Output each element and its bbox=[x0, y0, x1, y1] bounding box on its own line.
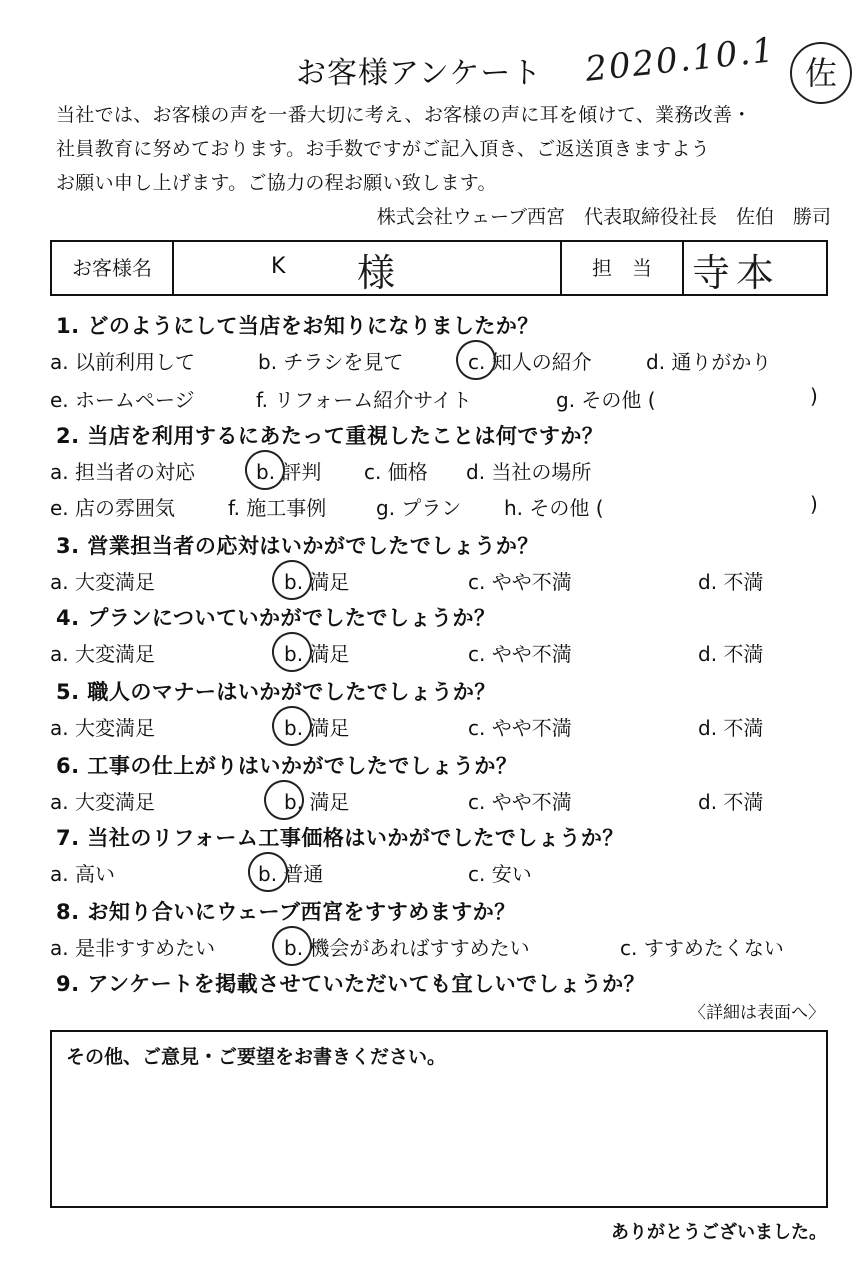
q6-option-b[interactable]: b. 満足 bbox=[284, 790, 350, 814]
survey-title: お客様アンケート bbox=[296, 56, 543, 91]
q4-option-d[interactable]: d. 不満 bbox=[698, 642, 764, 666]
q5-option-c[interactable]: c. やや不満 bbox=[468, 716, 572, 740]
q7-option-a[interactable]: a. 高い bbox=[50, 862, 115, 886]
q2-option-d[interactable]: d. 当社の場所 bbox=[466, 460, 592, 484]
q1-selection-mark bbox=[452, 336, 501, 385]
q6-option-d[interactable]: d. 不満 bbox=[698, 790, 764, 814]
seal-stamp: 佐 bbox=[790, 42, 852, 104]
q2-option-c[interactable]: c. 価格 bbox=[364, 460, 428, 484]
q7-option-b[interactable]: b. 普通 bbox=[258, 862, 324, 886]
q2-option-e[interactable]: e. 店の雰囲気 bbox=[50, 496, 176, 520]
customer-name-label: お客様名 bbox=[52, 242, 174, 294]
handwritten-date: 2020.10.1 bbox=[583, 30, 778, 90]
comment-label: その他、ご意見・ご要望をお書きください。 bbox=[66, 1046, 447, 1068]
q9-note: 〈詳細は表面へ〉 bbox=[689, 1003, 825, 1023]
question-4: 4. プランについていかがでしたでしょうか？ bbox=[56, 606, 496, 630]
question-9: 9. アンケートを掲載させていただいても宜しいでしょうか？ bbox=[56, 972, 646, 996]
thanks-text: ありがとうございました。 bbox=[611, 1222, 827, 1243]
q1-option-a[interactable]: a. 以前利用して bbox=[50, 350, 195, 374]
q8-selection-mark bbox=[268, 922, 317, 971]
q3-option-a[interactable]: a. 大変満足 bbox=[50, 570, 155, 594]
q3-selection-mark bbox=[268, 556, 317, 605]
staff-name-field[interactable] bbox=[684, 242, 826, 294]
question-7: 7. 当社のリフォーム工事価格はいかがでしたでしょうか？ bbox=[56, 826, 624, 850]
q4-selection-mark bbox=[268, 628, 317, 677]
question-5: 5. 職人のマナーはいかがでしたでしょうか？ bbox=[56, 680, 496, 704]
q7-selection-mark bbox=[244, 848, 293, 897]
q1-option-d[interactable]: d. 通りがかり bbox=[646, 350, 772, 374]
question-8: 8. お知り合いにウェーブ西宮をすすめますか？ bbox=[56, 900, 516, 924]
q1-option-g[interactable]: g. その他 ( bbox=[556, 388, 656, 412]
comment-box[interactable] bbox=[50, 1030, 828, 1208]
q6-option-c[interactable]: c. やや不満 bbox=[468, 790, 572, 814]
q5-option-d[interactable]: d. 不満 bbox=[698, 716, 764, 740]
q3-option-d[interactable]: d. 不満 bbox=[698, 570, 764, 594]
staff-name: 寺本 bbox=[692, 251, 781, 295]
question-6: 6. 工事の仕上がりはいかがでしたでしょうか？ bbox=[56, 754, 518, 778]
q1-option-b[interactable]: b. チラシを見て bbox=[258, 350, 404, 374]
customer-info-table bbox=[50, 240, 828, 296]
q6-selection-mark bbox=[260, 776, 309, 825]
company-signature: 株式会社ウェーブ西宮 代表取締役社長 佐伯 勝司 bbox=[376, 206, 831, 228]
q4-option-c[interactable]: c. やや不満 bbox=[468, 642, 572, 666]
q2-option-b[interactable]: b. 評判 bbox=[256, 460, 322, 484]
intro-line-2: 社員教育に努めております。お手数ですがご記入頂き、ご返送頂きますよう bbox=[56, 138, 710, 160]
q7-option-c[interactable]: c. 安い bbox=[468, 862, 532, 886]
q5-selection-mark bbox=[268, 702, 317, 751]
question-2: 2. 当店を利用するにあたって重視したことは何ですか？ bbox=[56, 424, 604, 448]
q1-option-f[interactable]: f. リフォーム紹介サイト bbox=[256, 388, 472, 412]
q2-option-a[interactable]: a. 担当者の対応 bbox=[50, 460, 195, 484]
q5-option-b[interactable]: b. 満足 bbox=[284, 716, 350, 740]
q4-option-a[interactable]: a. 大変満足 bbox=[50, 642, 155, 666]
q8-option-c[interactable]: c. すすめたくない bbox=[620, 936, 784, 960]
q1-other-close: ) bbox=[810, 384, 818, 408]
question-3: 3. 営業担当者の応対はいかがでしたでしょうか？ bbox=[56, 534, 539, 558]
q6-option-a[interactable]: a. 大変満足 bbox=[50, 790, 155, 814]
q3-option-c[interactable]: c. やや不満 bbox=[468, 570, 572, 594]
q8-option-b[interactable]: b. 機会があればすすめたい bbox=[284, 936, 530, 960]
q2-option-f[interactable]: f. 施工事例 bbox=[228, 496, 327, 520]
customer-name-field[interactable] bbox=[174, 242, 562, 294]
question-1: 1. どのようにして当店をお知りになりましたか？ bbox=[56, 314, 539, 338]
q4-option-b[interactable]: b. 満足 bbox=[284, 642, 350, 666]
q2-option-g[interactable]: g. プラン bbox=[376, 496, 462, 520]
q2-selection-mark bbox=[241, 446, 290, 495]
q8-option-a[interactable]: a. 是非すすめたい bbox=[50, 936, 216, 960]
intro-line-1: 当社では、お客様の声を一番大切に考え、お客様の声に耳を傾けて、業務改善・ bbox=[56, 104, 752, 126]
customer-honorific: 様 bbox=[357, 251, 396, 295]
q2-option-h[interactable]: h. その他 ( bbox=[504, 496, 604, 520]
q2-other-close: ) bbox=[810, 492, 818, 516]
q3-option-b[interactable]: b. 満足 bbox=[284, 570, 350, 594]
q5-option-a[interactable]: a. 大変満足 bbox=[50, 716, 155, 740]
intro-line-3: お願い申し上げます。ご協力の程お願い致します。 bbox=[56, 172, 497, 194]
customer-initial: K bbox=[271, 254, 286, 279]
q1-option-e[interactable]: e. ホームページ bbox=[50, 388, 195, 412]
staff-label: 担 当 bbox=[562, 242, 684, 294]
q1-option-c[interactable]: c. 知人の紹介 bbox=[468, 350, 592, 374]
